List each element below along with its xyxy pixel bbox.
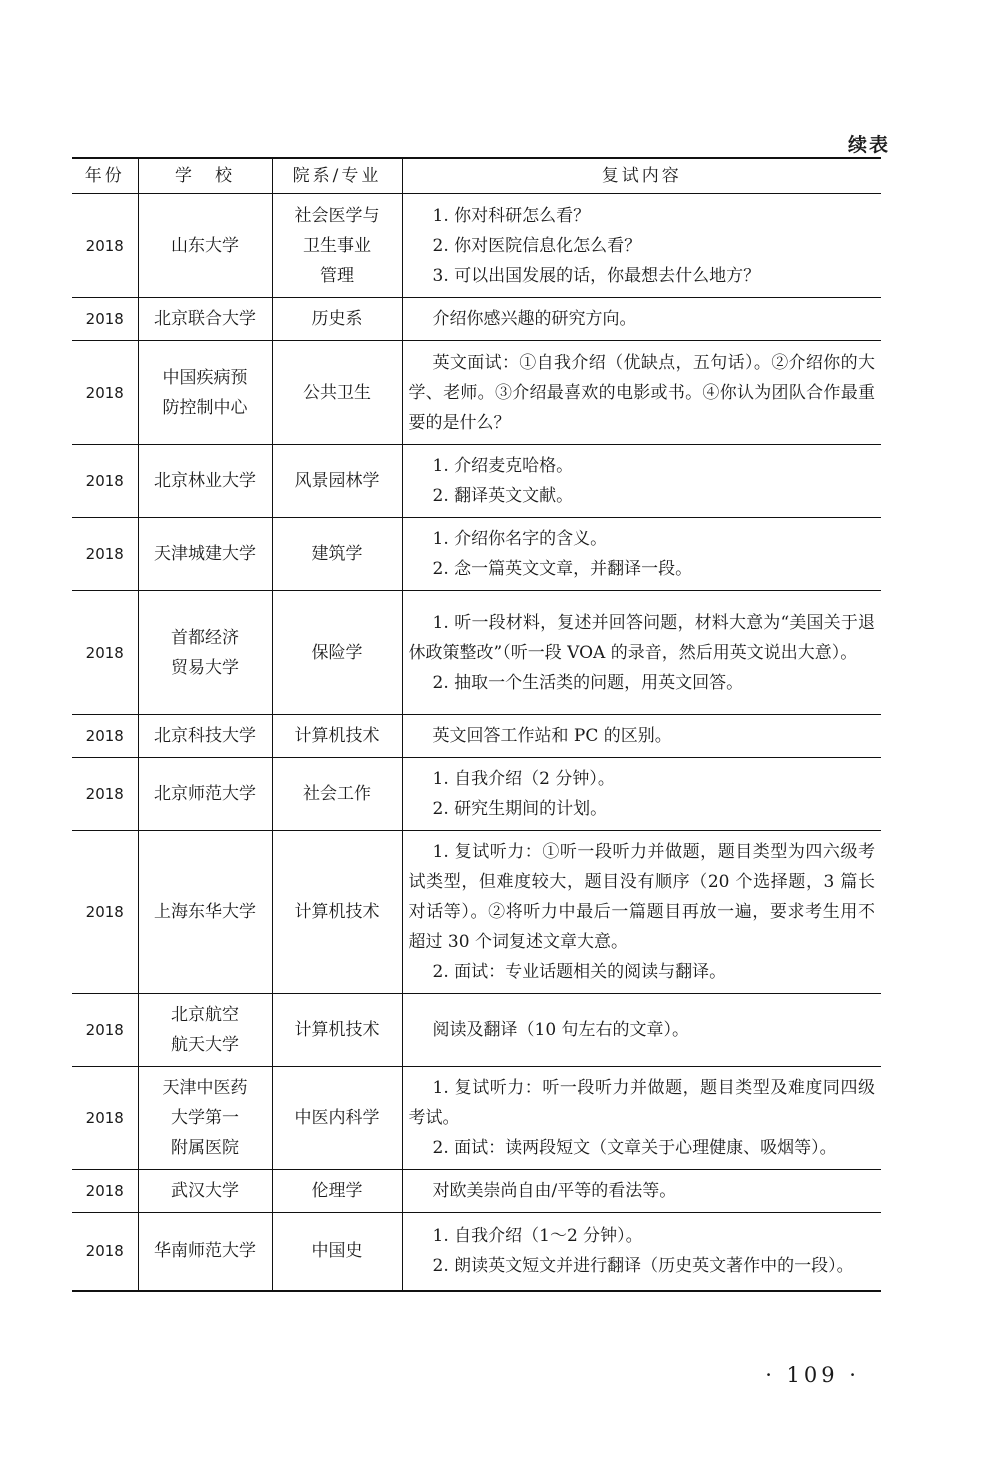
major-line: 建筑学 [311,544,363,564]
cell-major [272,758,402,831]
major-line: 公共卫生 [303,382,371,403]
major-line: 保险学 [311,642,363,663]
school-line: 北京师范大学 [154,784,256,804]
major-line: 中医内科学 [294,1108,380,1128]
table-row [72,194,881,298]
content-item: 对欧美崇尚自由/平等的看法等。 [432,1181,677,1201]
cell-content [402,831,881,994]
cell-major [272,445,402,518]
cell-content [402,994,881,1067]
header-school: 学 校 [138,158,272,194]
cell-content [402,758,881,831]
cell-content [402,445,881,518]
school-line: 山东大学 [171,235,239,256]
content-item: 2. 抽取一个生活类的问题，用英文回答。 [432,672,744,693]
cell-content [402,1067,881,1170]
content-item: 1. 介绍麦克哈格。 [432,456,574,476]
cell-major [272,298,402,341]
cell-school [138,1170,272,1213]
cell-school [138,831,272,994]
school-line: 大学第一 [171,1108,239,1128]
major-line: 计算机技术 [294,1020,380,1040]
cell-year: 2018 [72,1213,138,1291]
continued-label: 续表 [847,134,890,156]
cell-major [272,715,402,758]
school-line: 武汉大学 [171,1181,239,1201]
table-row [72,994,881,1067]
cell-school [138,341,272,445]
school-line: 贸易大学 [171,657,239,678]
content-item: 2. 朗读英文短文并进行翻译（历史英文著作中的一段）。 [432,1256,854,1277]
cell-content [402,518,881,591]
table-row [72,715,881,758]
cell-school [138,994,272,1067]
school-line: 北京航空 [171,1005,239,1025]
content-item: 1. 你对科研怎么看？ [432,205,591,226]
cell-year: 2018 [72,1170,138,1213]
major-line: 风景园林学 [294,471,380,491]
content-item: 英文面试：①自我介绍（优缺点，五句话）。②介绍你的大学、老师。③介绍最喜欢的电影或书。④你认为团队合作最重要的是什么？ [408,352,875,433]
cell-year: 2018 [72,758,138,831]
content-item: 介绍你感兴趣的研究方向。 [432,309,637,329]
header-major: 院系/专业 [272,158,402,194]
table-row [72,445,881,518]
school-line: 天津中医药 [162,1078,248,1098]
content-item: 2. 面试：专业话题相关的阅读与翻译。 [432,962,727,982]
cell-content [402,1213,881,1291]
major-line: 社会医学与 [294,205,380,226]
page-number: · 109 · [765,1363,860,1387]
table-row [72,1213,881,1291]
cell-school [138,518,272,591]
cell-content [402,341,881,445]
content-item: 1. 复试听力：听一段听力并做题，题目类型及难度同四级考试。 [408,1078,875,1128]
table-row [72,341,881,445]
cell-year: 2018 [72,341,138,445]
cell-major [272,341,402,445]
cell-content [402,298,881,341]
cell-major [272,591,402,715]
major-line: 计算机技术 [294,726,380,746]
cell-content [402,591,881,715]
header-content: 复试内容 [402,158,881,194]
cell-school [138,1213,272,1291]
cell-major [272,1067,402,1170]
content-item: 2. 你对医院信息化怎么看？ [432,235,642,256]
school-line: 北京联合大学 [154,309,256,329]
content-item: 1. 复试听力：①听一段听力并做题，题目类型为四六级考试类型，但难度较大，题目没有顺序（20 个选择题，3 篇长对话等）。②将听力中最后一篇题目再放一遍，要求考生用不超过 30 个词复述文章大意。 [408,842,875,952]
school-line: 附属医院 [171,1138,239,1158]
table-row [72,298,881,341]
school-line: 天津城建大学 [154,544,256,564]
table-row [72,591,881,715]
table-body [72,194,881,1291]
school-line: 北京科技大学 [154,726,256,746]
table-row [72,1170,881,1213]
major-line: 管理 [320,265,354,286]
major-line: 卫生事业 [303,235,371,256]
school-line: 中国疾病预 [162,367,248,388]
major-line: 历史系 [311,309,363,329]
content-item: 2. 面试：读两段短文（文章关于心理健康、吸烟等）。 [432,1138,837,1158]
content-item: 英文回答工作站和 PC 的区别。 [432,726,672,746]
cell-year: 2018 [72,445,138,518]
major-line: 社会工作 [303,784,371,804]
cell-major [272,831,402,994]
cell-content [402,194,881,298]
cell-major [272,994,402,1067]
content-item: 2. 念一篇英文文章，并翻译一段。 [432,559,693,579]
cell-year: 2018 [72,591,138,715]
school-line: 北京林业大学 [154,471,256,491]
cell-school [138,715,272,758]
cell-major [272,1213,402,1291]
cell-school [138,194,272,298]
cell-year: 2018 [72,518,138,591]
cell-year: 2018 [72,715,138,758]
cell-school [138,298,272,341]
table-header-row [72,158,881,194]
school-line: 上海东华大学 [154,902,256,922]
header-year: 年份 [72,158,138,194]
table-row [72,518,881,591]
content-item: 2. 翻译英文文献。 [432,486,574,506]
school-line: 首都经济 [171,627,239,648]
cell-school [138,758,272,831]
cell-school [138,1067,272,1170]
cell-content [402,715,881,758]
school-line: 华南师范大学 [154,1241,256,1262]
content-item: 2. 研究生期间的计划。 [432,799,608,819]
major-line: 中国史 [311,1241,363,1262]
content-item: 3. 可以出国发展的话，你最想去什么地方？ [432,265,761,286]
content-item: 1. 自我介绍（2 分钟）。 [432,769,615,789]
table-row [72,758,881,831]
cell-major [272,1170,402,1213]
interview-table [72,157,881,1292]
cell-year: 2018 [72,1067,138,1170]
major-line: 伦理学 [311,1181,363,1201]
content-item: 1. 自我介绍（1～2 分钟）。 [432,1226,643,1247]
cell-school [138,591,272,715]
cell-year: 2018 [72,994,138,1067]
school-line: 防控制中心 [162,397,248,418]
cell-school [138,445,272,518]
cell-year: 2018 [72,194,138,298]
content-item: 1. 介绍你名字的含义。 [432,529,608,549]
content-item: 阅读及翻译（10 句左右的文章）。 [432,1020,690,1040]
cell-major [272,518,402,591]
school-line: 航天大学 [171,1035,239,1055]
cell-year: 2018 [72,298,138,341]
table-row [72,1067,881,1170]
table-row [72,831,881,994]
cell-year: 2018 [72,831,138,994]
content-item: 1. 听一段材料，复述并回答问题，材料大意为“美国关于退休政策整改”（听一段 VOA 的录音，然后用英文说出大意）。 [408,612,875,663]
major-line: 计算机技术 [294,902,380,922]
cell-content [402,1170,881,1213]
cell-major [272,194,402,298]
